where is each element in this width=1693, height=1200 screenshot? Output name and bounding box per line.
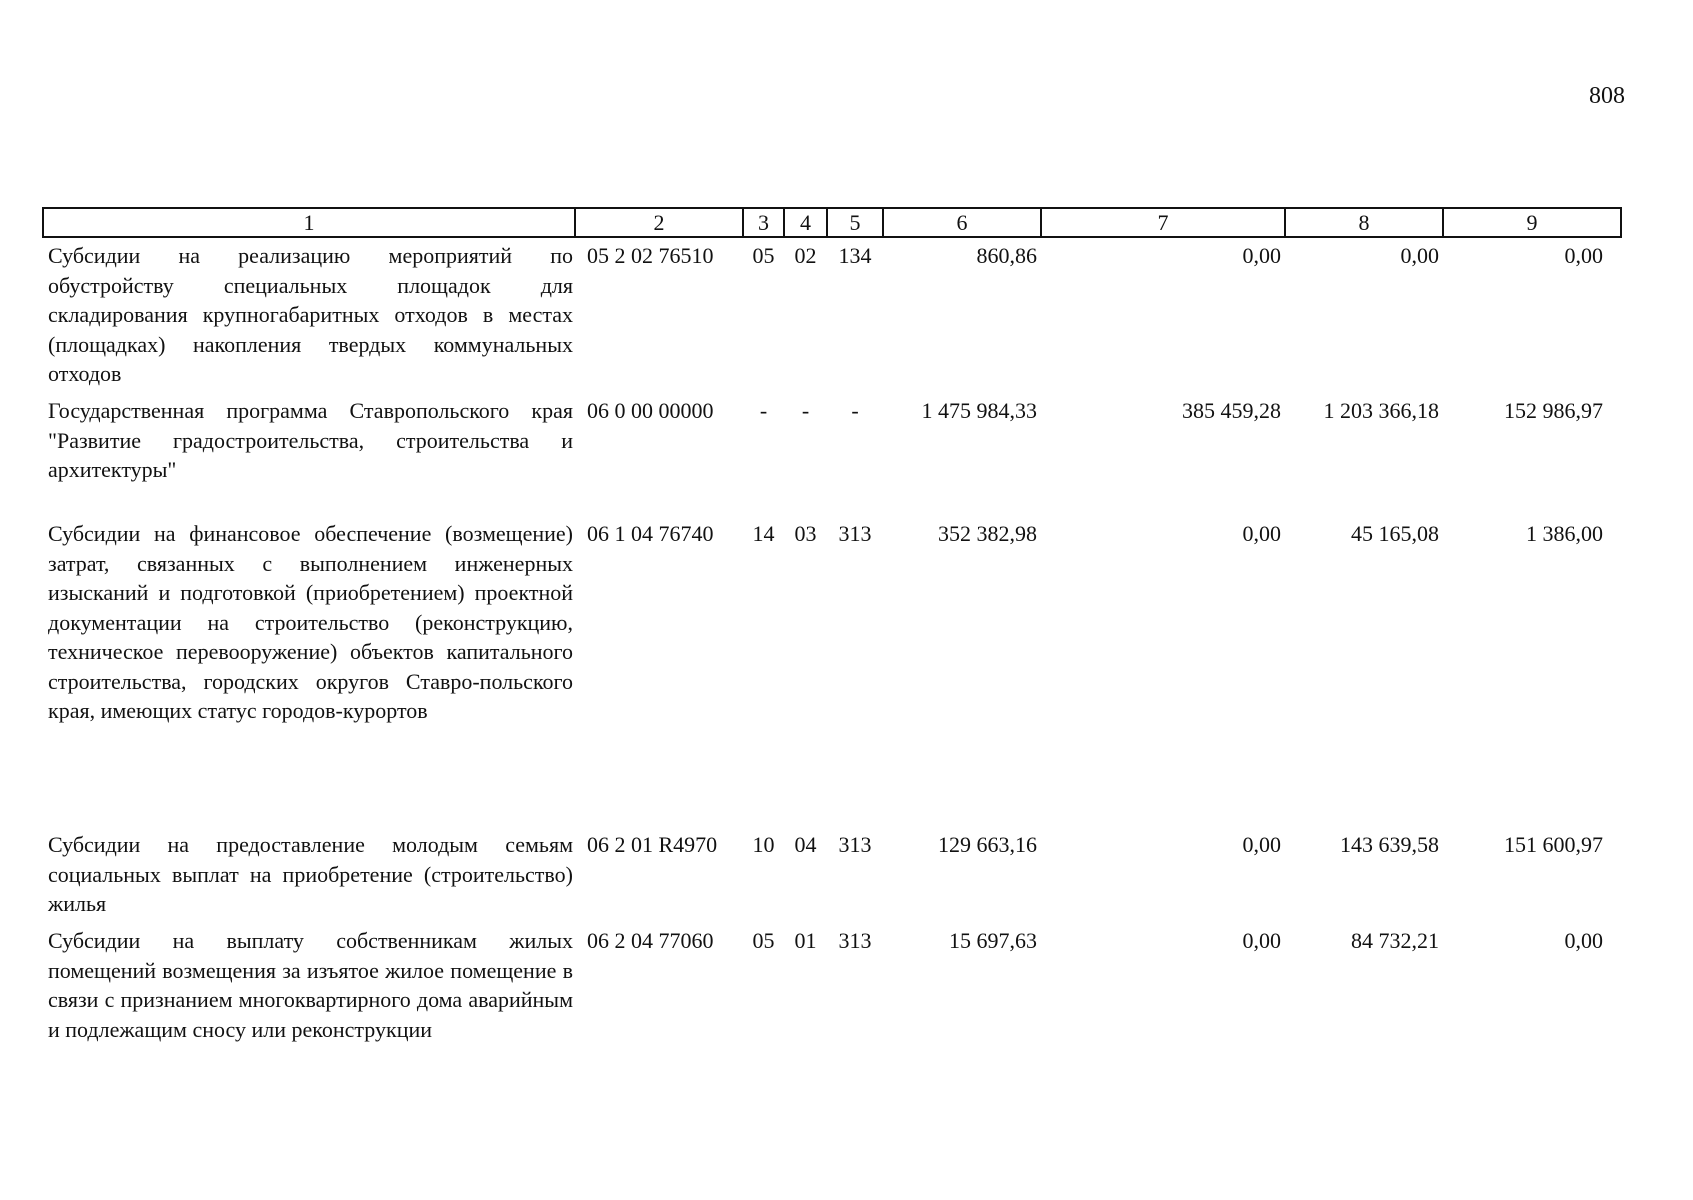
row-col-3: 10 xyxy=(752,832,775,857)
row-code: 06 1 04 76740 xyxy=(587,521,714,546)
row-col-3: - xyxy=(759,398,768,423)
row-description: Субсидии на финансовое обеспечение (возмещение) затрат, связанных с выполнением инженерных изысканий и подготовкой (приобретением) проектной документации на строительство (реконструкцию, техническое перевооружение) объектов капитального строительства, городских округов Ставро-польского края, имеющих статус городов-курортов xyxy=(48,521,573,723)
header-col-4: 4 xyxy=(784,208,827,237)
row-col-8: 45 165,08 xyxy=(1351,521,1439,546)
row-code: 06 2 04 77060 xyxy=(587,928,714,953)
row-col-9: 151 600,97 xyxy=(1504,832,1603,857)
row-col-5: 313 xyxy=(838,521,872,546)
row-col-9: 152 986,97 xyxy=(1504,398,1603,423)
table-row xyxy=(43,923,1621,1076)
header-col-7: 7 xyxy=(1041,208,1285,237)
row-col-5: 313 xyxy=(838,928,872,953)
row-code: 06 0 00 00000 xyxy=(587,398,714,423)
row-col-4: 02 xyxy=(794,243,817,268)
budget-table xyxy=(42,207,1622,1076)
table-row xyxy=(43,827,1621,923)
row-col-5: 313 xyxy=(838,832,872,857)
row-col-8: 0,00 xyxy=(1400,243,1439,268)
row-col-4: - xyxy=(801,398,810,423)
header-col-6: 6 xyxy=(883,208,1041,237)
table-row xyxy=(43,516,1621,827)
row-description: Государственная программа Ставропольского края "Развитие градостроительства, строительства и архитектуры" xyxy=(48,398,573,482)
row-col-8: 1 203 366,18 xyxy=(1323,398,1439,423)
header-col-5: 5 xyxy=(827,208,883,237)
row-col-4: 04 xyxy=(794,832,817,857)
page-number: 808 xyxy=(1589,83,1625,109)
row-col-9: 0,00 xyxy=(1564,243,1603,268)
row-col-7: 0,00 xyxy=(1242,243,1281,268)
row-description: Субсидии на реализацию мероприятий по обустройству специальных площадок для складирования крупногабаритных отходов в местах (площадках) накопления твердых коммунальных отходов xyxy=(48,243,573,386)
row-col-9: 1 386,00 xyxy=(1526,521,1603,546)
row-col-8: 84 732,21 xyxy=(1351,928,1439,953)
header-col-9: 9 xyxy=(1443,208,1621,237)
row-code: 05 2 02 76510 xyxy=(587,243,714,268)
header-col-3: 3 xyxy=(743,208,784,237)
row-col-7: 0,00 xyxy=(1242,928,1281,953)
row-col-3: 14 xyxy=(752,521,775,546)
row-col-4: 03 xyxy=(794,521,817,546)
table-row xyxy=(43,393,1621,516)
row-col-9: 0,00 xyxy=(1564,928,1603,953)
row-col-7: 0,00 xyxy=(1242,832,1281,857)
row-col-4: 01 xyxy=(794,928,817,953)
row-col-6: 1 475 984,33 xyxy=(921,398,1037,423)
row-col-3: 05 xyxy=(752,928,775,953)
row-col-6: 15 697,63 xyxy=(949,928,1037,953)
header-col-2: 2 xyxy=(575,208,743,237)
row-col-6: 860,86 xyxy=(976,243,1037,268)
row-col-5: - xyxy=(851,398,859,423)
table-header-row xyxy=(43,208,1621,237)
row-col-3: 05 xyxy=(752,243,775,268)
row-col-7: 0,00 xyxy=(1242,521,1281,546)
header-col-1: 1 xyxy=(43,208,575,237)
row-code: 06 2 01 R4970 xyxy=(587,832,718,857)
row-description: Субсидии на предоставление молодым семьям социальных выплат на приобретение (строительство) жилья xyxy=(48,832,573,916)
row-col-6: 129 663,16 xyxy=(938,832,1037,857)
row-description: Субсидии на выплату собственникам жилых помещений возмещения за изъятое жилое помещение в связи с признанием многоквартирного дома аварийным и подлежащим сносу или реконструкции xyxy=(48,928,573,1042)
row-col-5: 134 xyxy=(838,243,872,268)
row-col-7: 385 459,28 xyxy=(1182,398,1281,423)
row-col-6: 352 382,98 xyxy=(938,521,1037,546)
header-col-8: 8 xyxy=(1285,208,1443,237)
row-col-8: 143 639,58 xyxy=(1340,832,1439,857)
table-row xyxy=(43,237,1621,393)
